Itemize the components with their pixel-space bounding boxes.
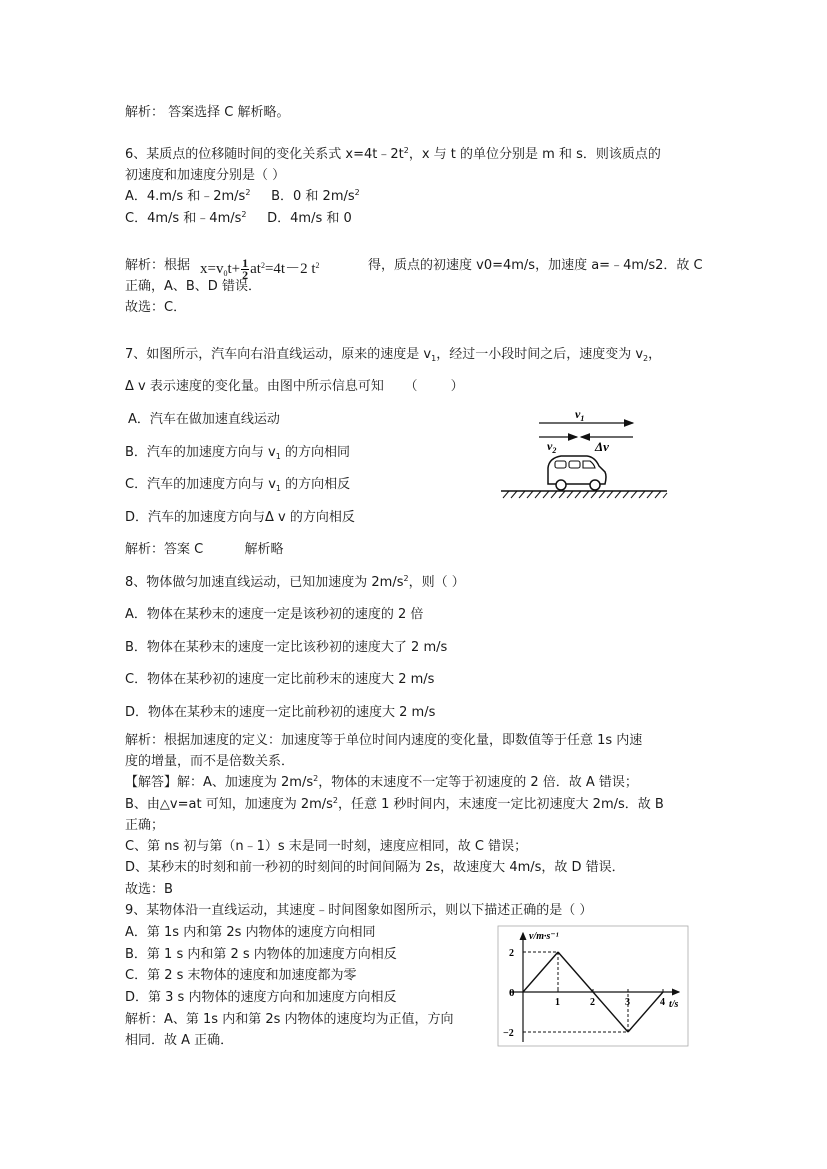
- graph-border: [498, 926, 688, 1046]
- q8-analysis-line2: 度的增量，而不是倍数关系．: [125, 754, 295, 769]
- q7-option-b: B．汽车的加速度方向与 $v_1$ 的方向相同: [125, 445, 350, 461]
- ground-hatch: [503, 491, 667, 498]
- intro-answer-line: 解析： 答案选择 C 解析略。: [125, 105, 290, 120]
- q7-answer: 解析：答案 C 解析略: [125, 542, 284, 557]
- q6-answer: 故选：C．: [125, 300, 187, 315]
- q8-solution-line5: D、某秒末的时刻和前一秒初的时刻间的时间间隔为 2s，故速度大 4m/s，故 D 错误．: [125, 860, 625, 875]
- q6-options-cd: C．4m/s 和$﹣4m/s^2$ D．4m/s 和 0: [125, 210, 352, 226]
- q7-stem-line2: Δ v 表示速度的变化量。由图中所示信息可知 （ ）: [125, 379, 464, 394]
- delta-v-label: Δv: [595, 439, 609, 454]
- v2-label: $v_2$: [547, 439, 557, 455]
- q9-velocity-time-graph: [497, 925, 689, 1047]
- q9-option-b: B．第 1 s 内和第 2 s 内物体的加速度方向相反: [125, 947, 397, 962]
- series-segment: [523, 952, 558, 992]
- q7-option-a: A．汽车在做加速直线运动: [128, 412, 280, 427]
- y-tick-label: 2: [509, 948, 514, 959]
- y-tick-label: −2: [503, 1028, 514, 1039]
- x-tick-label: 3: [625, 997, 630, 1008]
- q7-option-d: D．汽车的加速度方向与Δ v 的方向相反: [125, 510, 355, 525]
- q6-analysis-post: 得，质点的初速度 v0=4m/s，加速度 a=﹣4m/s2．故 C: [368, 258, 703, 273]
- fraction: $\frac{1}{2}$: [242, 256, 249, 283]
- q6-formula: $x=v_0t+$ $\frac{1}{2}$ $at^2=4t-2$ $t^2$: [200, 256, 320, 283]
- q9-analysis-line1: 解析：A、第 1s 内和第 2s 内物体的速度均为正值，方向: [125, 1012, 454, 1027]
- q6-analysis-pre: 解析：根据: [125, 258, 191, 273]
- q6-analysis-line2: 正确，A、B、D 错误．: [125, 279, 261, 294]
- q6-stem-line1: 6、某质点的位移随时间的变化关系式 $x=4t﹣2t^2$，x 与 t 的单位分别是 m 和 s．则该质点的: [125, 146, 661, 162]
- x-tick-label: 4: [660, 997, 665, 1008]
- q8-stem: 8、物体做匀加速直线运动，已知加速度为 $2m/s^2$，则（ ）: [125, 574, 465, 590]
- x-axis-label: t/s: [669, 999, 679, 1010]
- q9-analysis-line2: 相同．故 A 正确．: [125, 1033, 234, 1048]
- q8-analysis-line1: 解析：根据加速度的定义：加速度等于单位时间内速度的变化量，即数值等于任意 1s 内速: [125, 733, 643, 748]
- q8-solution-line1: 【解答】解：A、加速度为 $2m/s^2$，物体的末速度不一定等于初速度的 2 倍．故 A 错误；: [125, 774, 638, 790]
- q8-option-c: C．物体在某秒初的速度一定比前秒末的速度大 2 m/s: [125, 672, 435, 687]
- q9-stem: 9、某物体沿一直线运动，其速度﹣时间图象如图所示，则以下描述正确的是（ ）: [125, 903, 593, 918]
- origin-label: 0: [509, 987, 515, 999]
- q8-option-a: A．物体在某秒末的速度一定是该秒初的速度的 2 倍: [125, 607, 424, 622]
- q6-options-ab: A．4.m/s 和$﹣2m/s^2$ B．0 和 $2m/s^2$: [125, 188, 360, 204]
- y-axis-label: v/m·s⁻¹: [529, 931, 559, 942]
- q8-solution-line4: C、第 ns 初与第（n﹣1）s 末是同一时刻，速度应相同，故 C 错误；: [125, 839, 528, 854]
- q7-car-velocity-figure: [495, 404, 670, 499]
- car-icon: [548, 456, 606, 490]
- q7-option-c: C．汽车的加速度方向与 $v_1$ 的方向相反: [125, 477, 351, 493]
- x-tick-label: 2: [590, 997, 595, 1008]
- q8-answer: 故选：B: [125, 882, 173, 897]
- series-segment: [558, 952, 593, 992]
- x-tick-label: 1: [555, 997, 560, 1008]
- q8-option-b: B．物体在某秒末的速度一定比该秒初的速度大了 2 m/s: [125, 640, 448, 655]
- q9-option-a: A．第 1s 内和第 2s 内物体的速度方向相同: [125, 925, 376, 940]
- q6-stem-line2: 初速度和加速度分别是（ ）: [125, 168, 286, 183]
- q9-option-c: C．第 2 s 末物体的速度和加速度都为零: [125, 968, 357, 983]
- v1-label: $v_1$: [575, 407, 585, 423]
- q8-solution-line2: B、由△v=at 可知，加速度为 $2m/s^2$，任意 1 秒时间内，末速度一定比初速度大 2m/s．故 B: [125, 796, 664, 812]
- q9-option-d: D．第 3 s 内物体的速度方向和加速度方向相反: [125, 990, 397, 1005]
- series-segment: [628, 992, 663, 1032]
- series-segment: [593, 992, 628, 1032]
- q8-option-d: D．物体在某秒末的速度一定比前秒初的速度大 2 m/s: [125, 705, 436, 720]
- q7-stem-line1: 7、如图所示，汽车向右沿直线运动，原来的速度是 $v_1$，经过一小段时间之后，速度变为 $v_2$，: [125, 347, 662, 363]
- q8-solution-line3: 正确；: [125, 818, 165, 833]
